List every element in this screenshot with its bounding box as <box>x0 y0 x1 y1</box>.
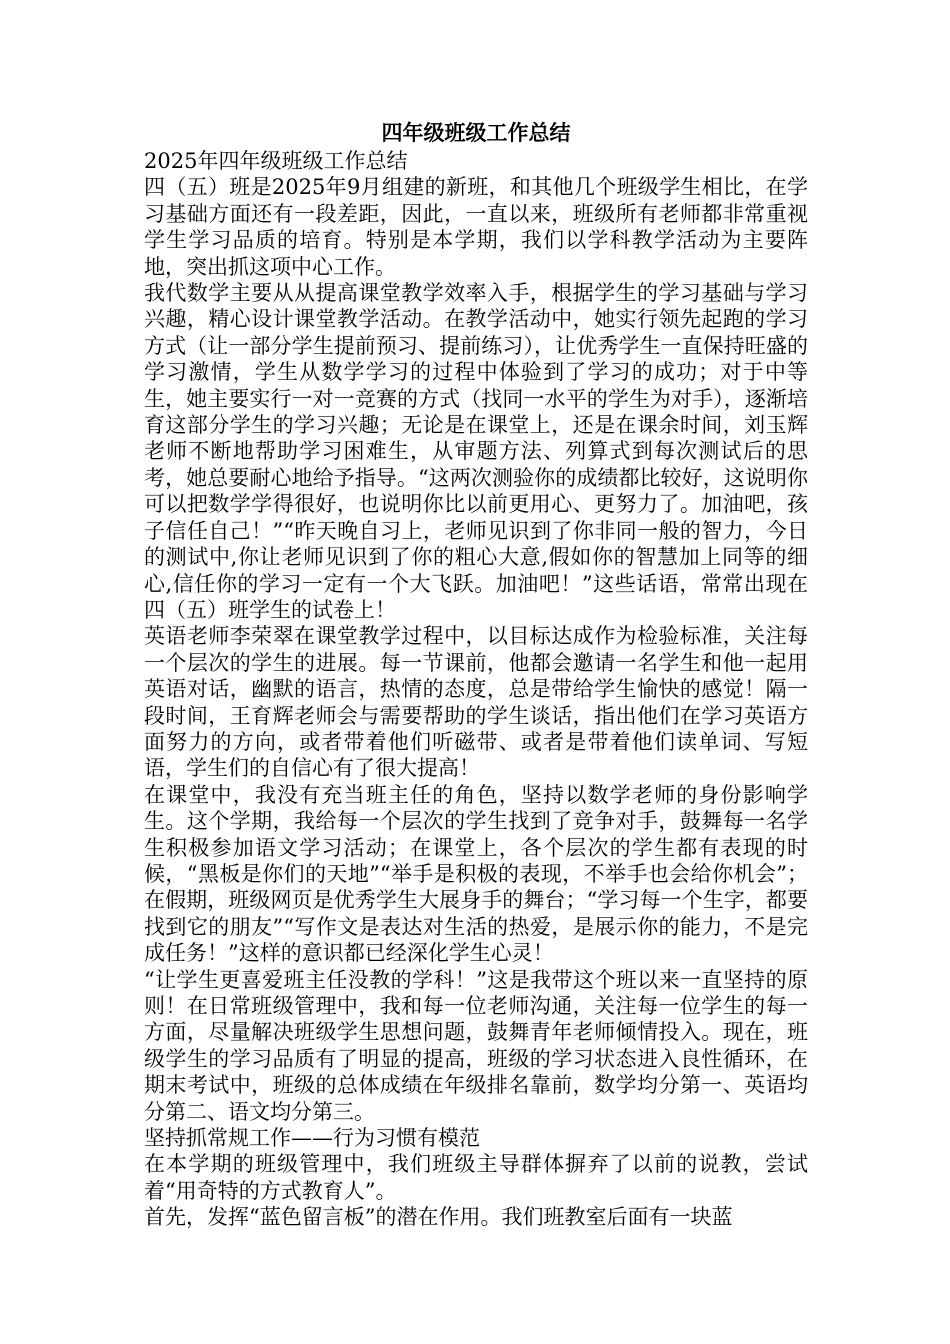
document-subtitle: 2025年四年级班级工作总结 <box>144 149 408 173</box>
paragraph-message-board: 首先，发挥“蓝色留言板”的潜在作用。我们班教室后面有一块蓝 <box>144 1205 733 1230</box>
paragraph-intro: 四（五）班是2025年9月组建的新班，和其他几个班级学生相比，在学习基础方面还有一段差距，因此，一直以来，班级所有老师都非常重视学生学习品质的培育。特别是本学期，我们以学科教学活动为主要阵地，突出抓这项中心工作。 <box>144 175 808 279</box>
paragraph-math: 我代数学主要从从提高课堂教学效率入手，根据学生的学习基础与学习兴趣，精心设计课堂教学活动。在教学活动中，她实行领先起跑的学习方式（让一部分学生提前预习、提前练习），让优秀学生一直保持旺盛的学习激情，学生从数学学习的过程中体验到了学习的成功；对于中等生，她主要实行一对一竞赛的方式（找同一水平的学生为对手），逐渐培育这部分学生的学习兴趣；无论是在课堂上，还是在课余时间，刘玉辉老师不断地帮助学习困难生，从审题方法、列算式到每次测试后的思考，她总要耐心地给予指导。“这两次测验你的成绩都比较好，这说明你可以把数学学得很好，也说明你比以前更用心、更努力了。加油吧，孩子信任自己！”“昨天晚自习上，老师见识到了你非同一般的智力，今日的测试中,你让老师见识到了你的粗心大意,假如你的智慧加上同等的细心,信任你的学习一定有一个大飞跃。加油吧！”这些话语，常常出现在四（五）班学生的试卷上！ <box>144 281 808 622</box>
section-heading: 坚持抓常规工作——行为习惯有模范 <box>144 1126 480 1151</box>
paragraph-classroom: 在课堂中，我没有充当班主任的角色，坚持以数学老师的身份影响学生。这个学期，我给每一个层次的学生找到了竞争对手，鼓舞每一名学生积极参加语文学习活动；在课堂上，各个层次的学生都有表现的时候，“黑板是你们的天地”“举手是积极的表现，不举手也会给你机会”；在假期，班级网页是优秀学生大展身手的舞台；“学习每一个生字，都要找到它的朋友”“写作文是表达对生活的热爱，是展示你的能力，不是完成任务！”这样的意识都已经深化学生心灵！ <box>144 782 808 966</box>
paragraph-management: 在本学期的班级管理中，我们班级主导群体摒弃了以前的说教，尝试着“用奇特的方式教育人”。 <box>144 1152 808 1203</box>
paragraph-english: 英语老师李荣翠在课堂教学过程中，以目标达成作为检验标准，关注每一个层次的学生的进展。每一节课前，他都会邀请一名学生和他一起用英语对话，幽默的语言，热情的态度，总是带给学生愉快的感觉！隔一段时间，王育辉老师会与需要帮助的学生谈话，指出他们在学习英语方面努力的方向，或者带着他们听磁带、或者是带着他们读单词、写短语，学生们的自信心有了很大提高！ <box>144 624 808 781</box>
document-page <box>144 118 808 1231</box>
document-title: 四年级班级工作总结 <box>381 121 571 145</box>
paragraph-principle: “让学生更喜爱班主任没教的学科！”这是我带这个班以来一直坚持的原则！在日常班级管理中，我和每一位老师沟通，关注每一位学生的每一方面，尽量解决班级学生思想问题，鼓舞青年老师倾情投入。现在，班级学生的学习品质有了明显的提高，班级的学习状态进入良性循环，在期末考试中，班级的总体成绩在年级排名靠前，数学均分第一、英语均分第二、语文均分第三。 <box>144 967 808 1124</box>
